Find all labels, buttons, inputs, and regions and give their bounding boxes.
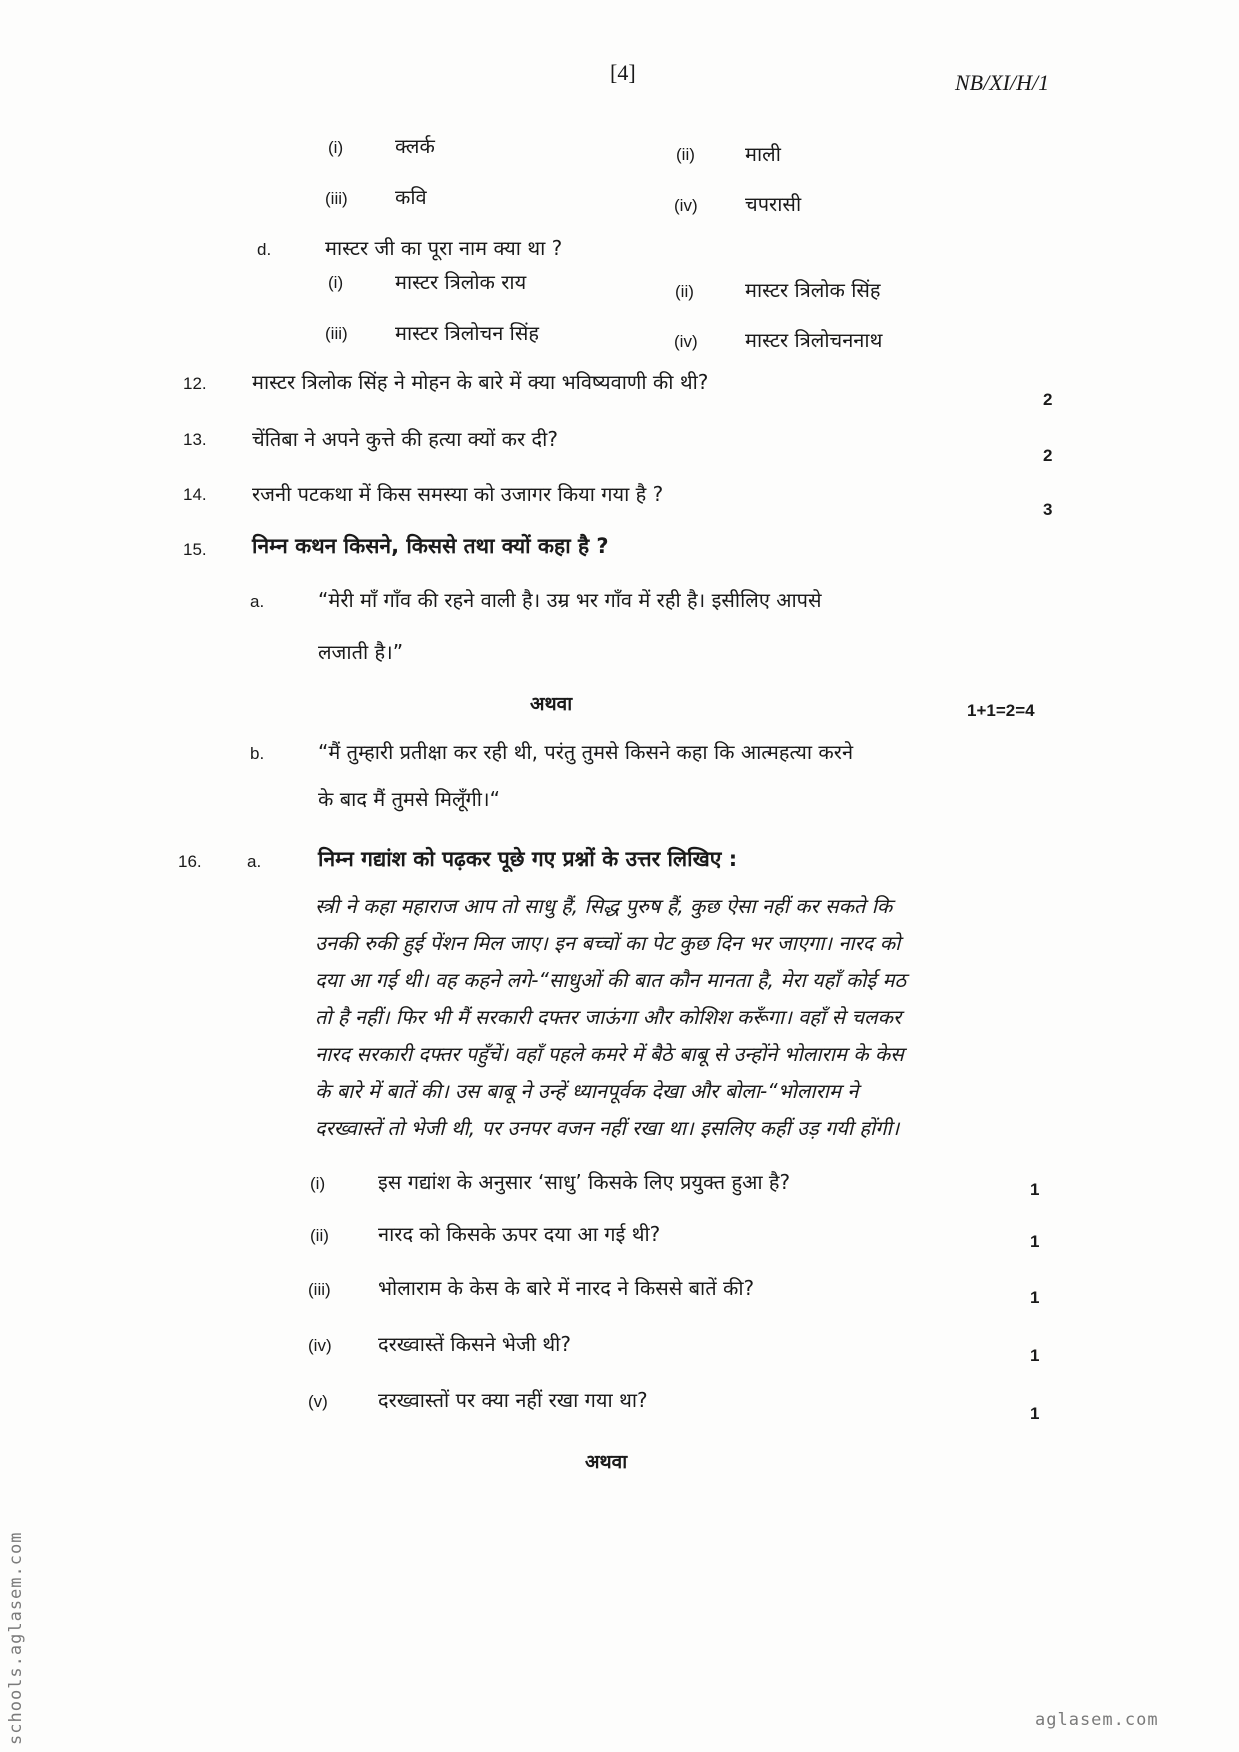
page-number: [4] <box>610 60 636 85</box>
question-title: निम्न गद्यांश को पढ़कर पूछे गए प्रश्नों के उत्तर लिखिए : <box>318 847 738 871</box>
question-title: निम्न कथन किसने, किससे तथा क्यों कहा है ? <box>252 534 609 558</box>
option-number: (i) <box>328 138 344 157</box>
question-marks: 3 <box>1043 500 1053 519</box>
sub-question-label: a. <box>250 592 265 611</box>
sub-question-text: दरख्वास्तें किसने भेजी थी? <box>378 1332 571 1356</box>
option-text: मास्टर त्रिलोक सिंह <box>745 278 881 302</box>
sub-question-label: d. <box>257 240 272 259</box>
option-number: (iv) <box>674 196 698 215</box>
question-number: 13. <box>183 430 207 449</box>
question-marks: 1 <box>1030 1232 1040 1251</box>
passage-line: तो है नहीं। फिर भी मैं सरकारी दफ्तर जाऊंगा और कोशिश करूँगा। वहाँ से चलकर <box>315 1005 902 1029</box>
passage-line: दरख्वास्तें तो भेजी थी, पर उनपर वजन नहीं रखा था। इसलिए कहीं उड़ गयी होंगी। <box>315 1116 900 1140</box>
option-number: (ii) <box>675 282 694 301</box>
option-text: चपरासी <box>745 192 802 216</box>
sub-question-label: b. <box>250 744 265 763</box>
sub-question-number: (i) <box>310 1174 326 1193</box>
passage-line: उनकी रुकी हुई पेंशन मिल जाए। इन बच्चों का पेट कुछ दिन भर जाएगा। नारद को <box>315 931 901 955</box>
corner-watermark: aglasem.com <box>1035 1710 1159 1730</box>
question-marks: 1 <box>1030 1180 1040 1199</box>
passage-line: दया आ गई थी। वह कहने लगे-“साधुओं की बात कौन मानता है, मेरा यहाँ कोई मठ <box>315 968 907 992</box>
question-marks: 2 <box>1043 446 1053 465</box>
question-number: 14. <box>183 485 207 504</box>
sub-question-text: दरख्वास्तों पर क्या नहीं रखा गया था? <box>378 1388 648 1412</box>
passage-line: स्त्री ने कहा महाराज आप तो साधु हैं, सिद्ध पुरुष हैं, कुछ ऐसा नहीं कर सकते कि <box>315 894 893 918</box>
quote-line: के बाद मैं तुमसे मिलूँगी।“ <box>318 787 500 811</box>
side-watermark: schools.aglasem.com <box>6 1531 26 1745</box>
question-marks: 1 <box>1030 1288 1040 1307</box>
passage <box>315 888 1055 1147</box>
quote-line: “मेरी माँ गाँव की रहने वाली है। उम्र भर गाँव में रही है। इसीलिए आपसे <box>318 588 822 612</box>
question-marks: 1 <box>1030 1404 1040 1423</box>
option-number: (iv) <box>674 332 698 351</box>
question-marks: 1+1=2=4 <box>967 701 1035 720</box>
question-number: 15. <box>183 540 207 559</box>
sub-question-number: (v) <box>308 1392 328 1411</box>
sub-question-number: (ii) <box>310 1226 329 1245</box>
option-text: कवि <box>395 185 427 209</box>
option-text: मास्टर त्रिलोचननाथ <box>745 328 883 352</box>
question-text: चेंतिबा ने अपने कुत्ते की हत्या क्यों कर दी? <box>252 427 558 451</box>
question-marks: 1 <box>1030 1346 1040 1365</box>
option-number: (iii) <box>325 189 348 208</box>
quote-line: “मैं तुम्हारी प्रतीक्षा कर रही थी, परंतु तुमसे किसने कहा कि आत्महत्या करने <box>318 740 854 764</box>
question-text: मास्टर त्रिलोक सिंह ने मोहन के बारे में क्या भविष्यवाणी की थी? <box>252 370 709 394</box>
option-text: माली <box>745 142 781 166</box>
option-number: (i) <box>328 273 344 292</box>
option-text: क्लर्क <box>395 134 435 158</box>
option-number: (ii) <box>676 145 695 164</box>
question-number: 12. <box>183 374 207 393</box>
sub-question-text: नारद को किसके ऊपर दया आ गई थी? <box>378 1222 661 1246</box>
or-divider: अथवा <box>530 693 573 715</box>
question-number: 16. <box>178 852 202 871</box>
quote-line: लजाती है।” <box>318 640 404 664</box>
sub-question-number: (iv) <box>308 1336 332 1355</box>
question-text: रजनी पटकथा में किस समस्या को उजागर किया गया है ? <box>252 482 664 506</box>
sub-question-label: a. <box>247 852 262 871</box>
option-text: मास्टर त्रिलोचन सिंह <box>395 321 539 345</box>
paper-code: NB/XI/H/1 <box>955 70 1050 95</box>
or-divider: अथवा <box>585 1451 628 1473</box>
sub-question-number: (iii) <box>308 1280 331 1299</box>
passage-line: के बारे में बातें की। उस बाबू ने उन्हें ध्यानपूर्वक देखा और बोला-“भोलाराम ने <box>315 1079 859 1103</box>
option-number: (iii) <box>325 324 348 343</box>
question-marks: 2 <box>1043 390 1053 409</box>
sub-question-text: भोलाराम के केस के बारे में नारद ने किससे बातें की? <box>378 1276 755 1300</box>
question-text: मास्टर जी का पूरा नाम क्या था ? <box>325 236 563 260</box>
passage-line: नारद सरकारी दफ्तर पहुँचें। वहाँ पहले कमरे में बैठे बाबू से उन्होंने भोलाराम के केस <box>315 1042 904 1066</box>
sub-question-text: इस गद्यांश के अनुसार ‘साधु’ किसके लिए प्रयुक्त हुआ है? <box>378 1170 791 1194</box>
option-text: मास्टर त्रिलोक राय <box>395 270 527 294</box>
